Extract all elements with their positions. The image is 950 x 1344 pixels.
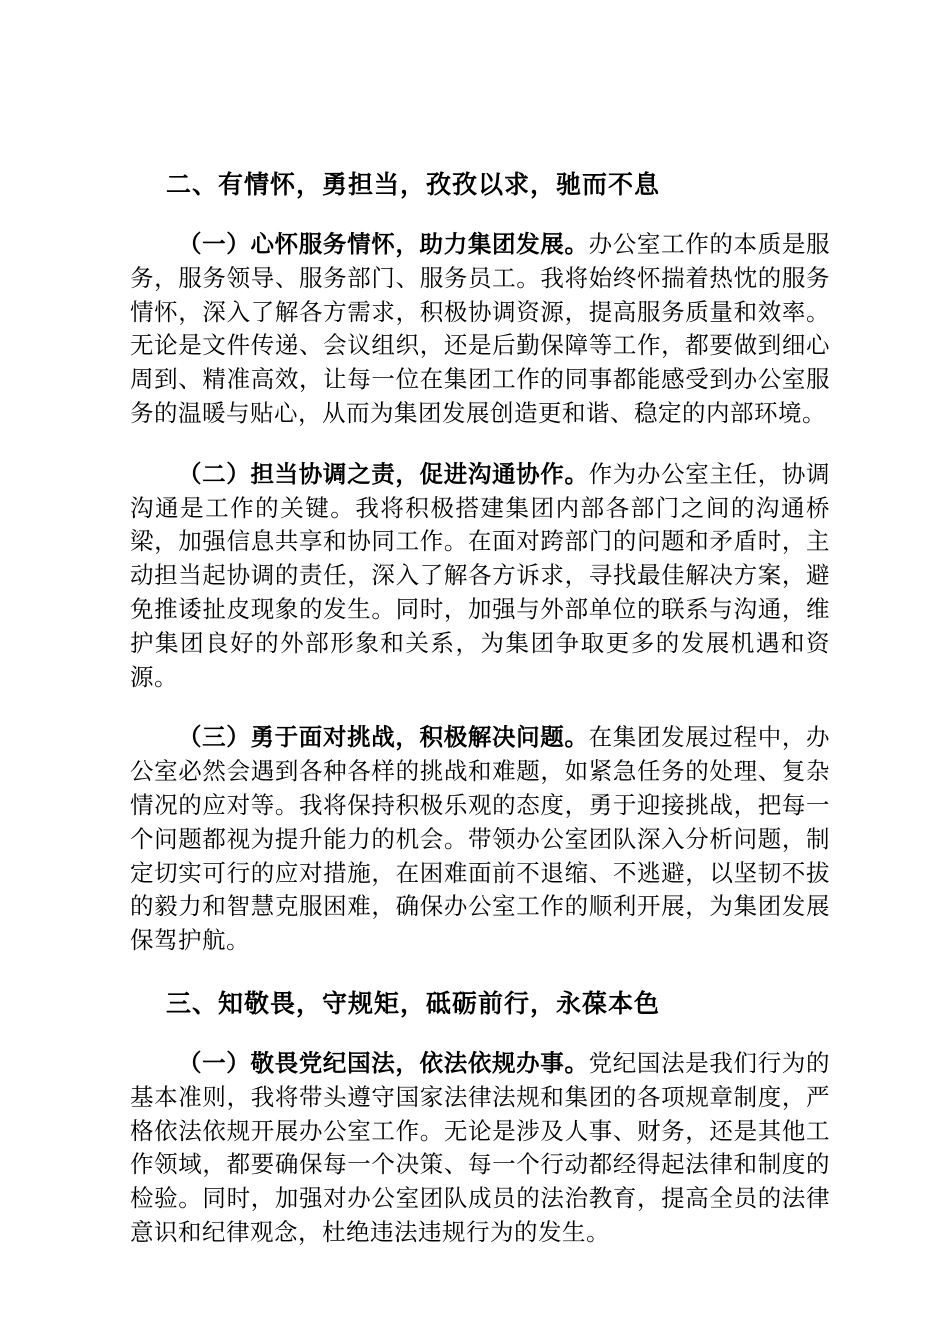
paragraph <box>130 721 830 958</box>
paragraph <box>130 458 830 695</box>
paragraph <box>130 228 830 431</box>
section-heading: 三、知敬畏，守规矩，砥砺前行，永葆本色 <box>166 988 661 1018</box>
paragraph <box>130 1047 830 1250</box>
section-heading: 二、有情怀，勇担当，孜孜以求，驰而不息 <box>166 170 661 199</box>
paragraph-body: 党纪国法是我们行为的基本准则，我将带头遵守国家法律法规和集团的各项规章制度，严格依法依规开展办公室工作。无论是涉及人事、财务，还是其他工作领域，都要确保每一个决策、每一个行动都经得起法律和制度的检验。同时，加强对办公室团队成员的法治教育，提高全员的法律意识和纪律观念，杜绝违法违规行为的发生。 <box>130 1048 831 1246</box>
paragraph-body: 作为办公室主任，协调沟通是工作的关键。我将积极搭建集团内部各部门之间的沟通桥梁，加强信息共享和协同工作。在面对跨部门的问题和矛盾时，主动担当起协调的责任，深入了解各方诉求，寻找最佳解决方案，避免推诿扯皮现象的发生。同时，加强与外部单位的联系与沟通，维护集团良好的外部形象和关系，为集团争取更多的发展机遇和资源。 <box>130 459 831 691</box>
paragraph-lead: （三）勇于面对挑战，积极解决问题。 <box>178 723 589 752</box>
paragraph-lead: （二）担当协调之责，促进沟通协作。 <box>178 459 589 488</box>
paragraph-lead: （一）心怀服务情怀，助力集团发展。 <box>178 230 589 258</box>
paragraph-body: 办公室工作的本质是服务，服务领导、服务部门、服务员工。我将始终怀揣着热忱的服务情怀，深入了解各方需求，积极协调资源，提高服务质量和效率。无论是文件传递、会议组织，还是后勤保障等工作，都要做到细心周到、精准高效，让每一位在集团工作的同事都能感受到办公室服务的温暖与贴心，从而为集团发展创造更和谐、稳定的内部环境。 <box>130 230 831 427</box>
paragraph-lead: （一）敬畏党纪国法，依法依规办事。 <box>178 1048 589 1077</box>
paragraph-body: 在集团发展过程中，办公室必然会遇到各种各样的挑战和难题，如紧急任务的处理、复杂情况的应对等。我将保持积极乐观的态度，勇于迎接挑战，把每一个问题都视为提升能力的机会。带领办公室团队深入分析问题，制定切实可行的应对措施，在困难面前不退缩、不逃避，以坚韧不拔的毅力和智慧克服困难，确保办公室工作的顺利开展，为集团发展保驾护航。 <box>130 723 831 955</box>
document-page <box>130 166 830 1277</box>
